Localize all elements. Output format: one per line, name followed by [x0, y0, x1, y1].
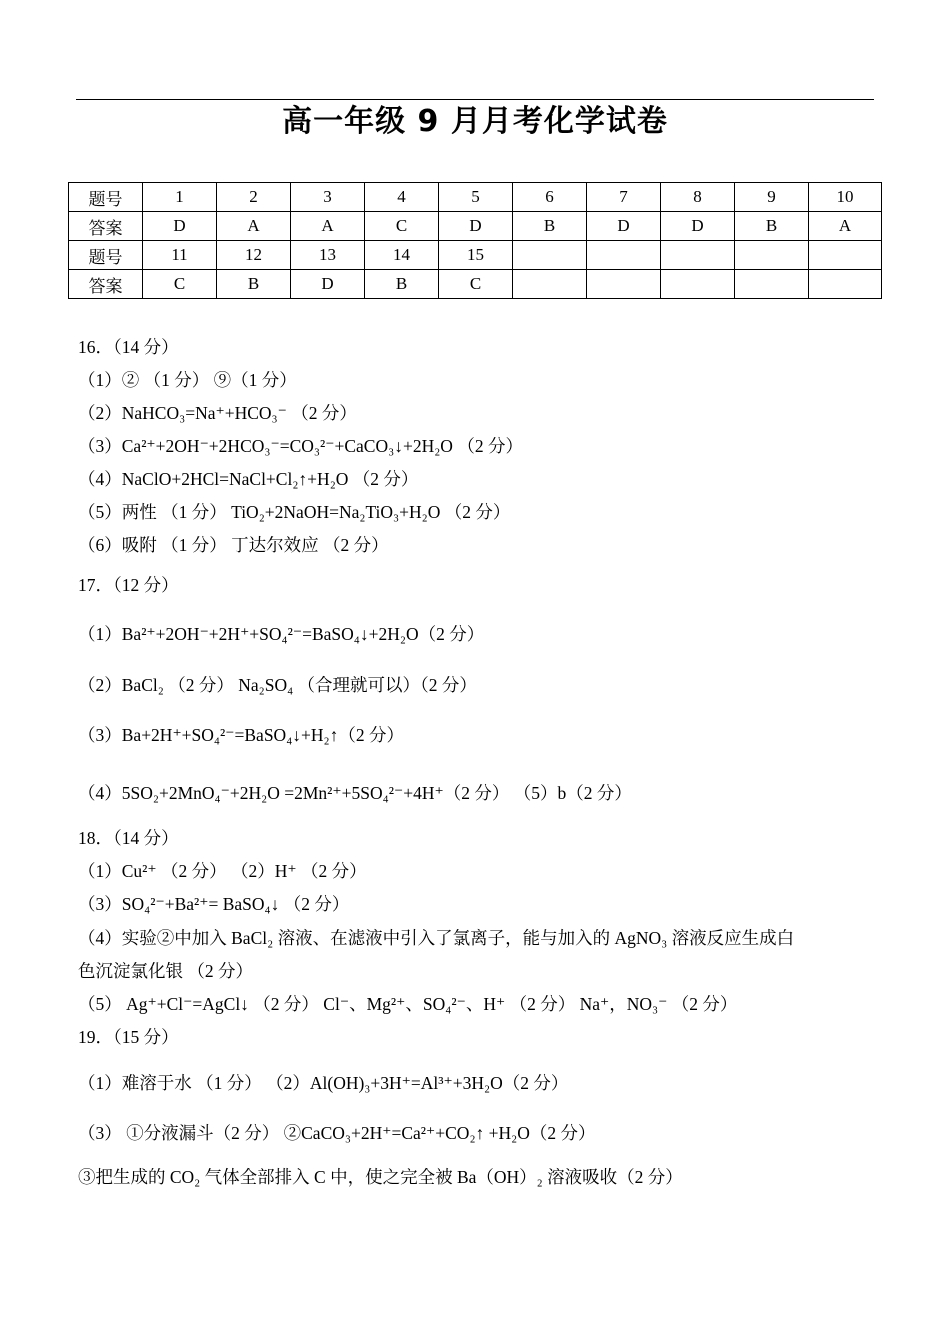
q16-line-5: （5）两性 （1 分） TiO₂+2NaOH=Na₂TiO₃+H₂O （2 分） [78, 502, 511, 522]
q16-header: 16．（14 分） [78, 337, 179, 357]
q16-line-2: （2）NaHCO₃=Na⁺+HCO₃⁻ （2 分） [78, 403, 357, 423]
table-cell: 15 [439, 241, 513, 270]
table-cell: 12 [217, 241, 291, 270]
table-cell: A [291, 212, 365, 241]
table-row [69, 270, 882, 299]
q18-line-4: 色沉淀氯化银 （2 分） [78, 961, 253, 981]
table-cell: 4 [365, 183, 439, 212]
table-cell: 9 [735, 183, 809, 212]
table-cell: A [217, 212, 291, 241]
table-cell: 7 [587, 183, 661, 212]
answer-table [68, 182, 882, 299]
table-cell: 13 [291, 241, 365, 270]
table-cell: D [439, 212, 513, 241]
table-cell: D [661, 212, 735, 241]
q17-line-2: （2）BaCl₂ （2 分） Na₂SO₄ （合理就可以）（2 分） [78, 675, 477, 695]
table-cell [513, 241, 587, 270]
table-cell: 11 [143, 241, 217, 270]
q19-line-2: （3） ①分液漏斗（2 分） ②CaCO₃+2H⁺=Ca²⁺+CO₂↑ +H₂O（2 分） [78, 1123, 596, 1143]
q19-line-1: （1）难溶于水 （1 分） （2）Al(OH)₃+3H⁺=Al³⁺+3H₂O（2 分） [78, 1073, 569, 1093]
q17-line-4: （4）5SO₂+2MnO₄⁻+2H₂O =2Mn²⁺+5SO₄²⁻+4H⁺（2 分） （5）b（2 分） [78, 783, 632, 803]
table-cell: A [809, 212, 882, 241]
q18-line-3: （4）实验②中加入 BaCl₂ 溶液、在滤液中引入了氯离子，能与加入的 AgNO₃ 溶液反应生成白 [78, 928, 795, 948]
table-cell: D [587, 212, 661, 241]
table-cell: 1 [143, 183, 217, 212]
table-cell: C [439, 270, 513, 299]
table-cell [587, 270, 661, 299]
q16-line-6: （6）吸附 （1 分） 丁达尔效应 （2 分） [78, 535, 389, 555]
table-cell [513, 270, 587, 299]
table-cell: D [291, 270, 365, 299]
table-row-label: 答案 [69, 270, 143, 299]
table-cell [735, 270, 809, 299]
table-cell: D [143, 212, 217, 241]
table-cell [587, 241, 661, 270]
table-row [69, 212, 882, 241]
q19-header: 19．（15 分） [78, 1027, 179, 1047]
table-row-label: 答案 [69, 212, 143, 241]
q18-line-2: （3）SO₄²⁻+Ba²⁺= BaSO₄↓ （2 分） [78, 894, 350, 914]
table-cell: 2 [217, 183, 291, 212]
table-cell: B [513, 212, 587, 241]
table-cell [735, 241, 809, 270]
q18-line-1: （1）Cu²⁺ （2 分） （2）H⁺ （2 分） [78, 861, 367, 881]
table-cell: C [365, 212, 439, 241]
table-cell: 14 [365, 241, 439, 270]
q17-header: 17．（12 分） [78, 575, 179, 595]
table-cell: B [735, 212, 809, 241]
table-row [69, 241, 882, 270]
q16-line-1: （1）② （1 分） ⑨（1 分） [78, 370, 297, 390]
table-row-label: 题号 [69, 183, 143, 212]
q18-header: 18．（14 分） [78, 828, 179, 848]
table-row-label: 题号 [69, 241, 143, 270]
table-row [69, 183, 882, 212]
table-cell [661, 270, 735, 299]
table-cell: 3 [291, 183, 365, 212]
table-cell [661, 241, 735, 270]
table-cell: B [217, 270, 291, 299]
table-cell: C [143, 270, 217, 299]
q17-line-3: （3）Ba+2H⁺+SO₄²⁻=BaSO₄↓+H₂↑（2 分） [78, 725, 405, 745]
q16-line-3: （3）Ca²⁺+2OH⁻+2HCO₃⁻=CO₃²⁻+CaCO₃↓+2H₂O （2 分） [78, 436, 523, 456]
table-cell: B [365, 270, 439, 299]
q19-line-3: ③把生成的 CO₂ 气体全部排入 C 中，使之完全被 Ba（OH）₂ 溶液吸收（2 分） [78, 1167, 683, 1187]
table-cell: 10 [809, 183, 882, 212]
page-title: 高一年级 9 月月考化学试卷 [282, 104, 668, 139]
table-cell: 6 [513, 183, 587, 212]
table-cell: 8 [661, 183, 735, 212]
q18-line-5: （5） Ag⁺+Cl⁻=AgCl↓ （2 分） Cl⁻、Mg²⁺、SO₄²⁻、H⁺ （2 分） Na⁺，NO₃⁻ （2 分） [78, 994, 738, 1014]
q17-line-1: （1）Ba²⁺+2OH⁻+2H⁺+SO₄²⁻=BaSO₄↓+2H₂O（2 分） [78, 624, 485, 644]
q16-line-4: （4）NaClO+2HCl=NaCl+Cl₂↑+H₂O （2 分） [78, 469, 419, 489]
table-cell [809, 270, 882, 299]
table-cell [809, 241, 882, 270]
table-cell: 5 [439, 183, 513, 212]
